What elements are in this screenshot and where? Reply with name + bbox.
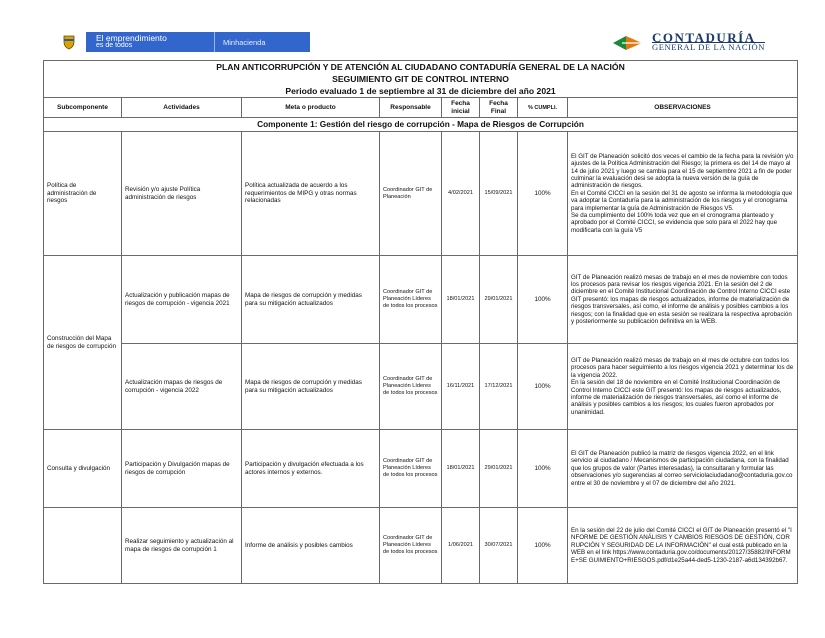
logo-line2: GENERAL DE LA NACIÓN bbox=[652, 42, 765, 52]
header-fecha-inicial: Fecha inicial bbox=[442, 98, 480, 118]
activity-cell: Revisión y/o ajuste Política administración de riesgos bbox=[122, 132, 242, 256]
header-observaciones: OBSERVACIONES bbox=[568, 98, 798, 118]
fecha-final-cell: 15/09/2021 bbox=[480, 132, 518, 256]
cumplimiento-cell: 100% bbox=[518, 508, 568, 584]
responsable-cell: Coordinador GIT de Planeación Líderes de todos los procesos bbox=[380, 344, 442, 430]
subcomponent-cell: Construcción del Mapa de riesgos de corrupción bbox=[44, 256, 122, 430]
government-banner bbox=[52, 32, 310, 52]
header-meta: Meta o producto bbox=[242, 98, 380, 118]
header-cumpl: % CUMPLI. bbox=[518, 98, 568, 118]
document-title: PLAN ANTICORRUPCIÓN Y DE ATENCIÓN AL CIUDADANO CONTADURÍA GENERAL DE LA NACIÓN bbox=[44, 61, 798, 74]
subcomponent-cell: Consulta y divulgación bbox=[44, 430, 122, 508]
fecha-inicial-cell: 18/01/2021 bbox=[442, 256, 480, 344]
table-row bbox=[44, 508, 798, 584]
seguimiento-table bbox=[43, 60, 798, 584]
responsable-cell: Coordinador GIT de Planeación Líderes de todos los procesos bbox=[380, 430, 442, 508]
meta-cell: Informe de análisis y posibles cambios bbox=[242, 508, 380, 584]
table-row bbox=[44, 430, 798, 508]
fecha-inicial-cell: 18/01/2021 bbox=[442, 430, 480, 508]
document-subtitle: SEGUIMIENTO GIT DE CONTROL INTERNO bbox=[44, 73, 798, 85]
activity-cell: Realizar seguimiento y actualización al mapa de riesgos de corrupción 1 bbox=[122, 508, 242, 584]
fecha-final-cell: 30/07/2021 bbox=[480, 508, 518, 584]
observaciones-cell: GIT de Planeación realizó mesas de trabajo en el mes de octubre con todos los procesos para hacer seguimiento a los riesgos vigencia 2021 y determinar los de la vigencia 2022. En la sesión del 18 de noviembre en el Comité Institucional Coordinación de Control Interno CICCI este GIT presentó: los mapas de riesgos actualizados, informe de materialización de riesgos transversales, así como el informe de análisis y posibles cambios a los riesgos; los cuales fueron aprobados por unanimidad. bbox=[568, 344, 798, 430]
activity-cell: Actualización mapas de riesgos de corrupción - vigencia 2022 bbox=[122, 344, 242, 430]
subcomponent-cell bbox=[44, 508, 122, 584]
cumplimiento-cell: 100% bbox=[518, 256, 568, 344]
observaciones-cell: El GIT de Planeación solicitó dos veces el cambio de la fecha para la revisión y/o ajustes de la Política Administración del Riesgo; la primera es del 14 de mayo al 14 de julio 2021 y luego se cambia para el 15 de septiembre 2021 a fin de poder culminar la evaluación desi se adopta la nueva versión de la guía de administración de riesgos. En el Comité CICCI en la sesión del 31 de agosto se informa la metodología que va adoptar la Contaduría para la administración de los riesgos y el cronograma para implementar la guía de Administración de Riesgos V5. Se da cumplimiento del 100% toda vez que en el cronograma planteado y aprobado por el Comité CICCI, se evidencia que solo para el 2022 hay que modificarla con la guía V5 bbox=[568, 132, 798, 256]
activity-cell: Participación y Divulgación mapas de riesgos de corrupción bbox=[122, 430, 242, 508]
cumplimiento-cell: 100% bbox=[518, 132, 568, 256]
cumplimiento-cell: 100% bbox=[518, 344, 568, 430]
fecha-final-cell: 17/12/2021 bbox=[480, 344, 518, 430]
header-responsable: Responsable bbox=[380, 98, 442, 118]
table-row bbox=[44, 132, 798, 256]
header-fecha-final: Fecha Final bbox=[480, 98, 518, 118]
slogan-line2: es de todos bbox=[96, 42, 133, 49]
meta-cell: Mapa de riesgos de corrupción y medidas para su mitigación actualizados bbox=[242, 256, 380, 344]
responsable-cell: Coordinador GIT de Planeación Líderes de todos los procesos bbox=[380, 508, 442, 584]
responsable-cell: Coordinador GIT de Planeación bbox=[380, 132, 442, 256]
table-row bbox=[44, 344, 798, 430]
component-title: Componente 1: Gestión del riesgo de corrupción - Mapa de Riesgos de Corrupción bbox=[44, 118, 798, 132]
table-row bbox=[44, 256, 798, 344]
document-period: Periodo evaluado 1 de septiembre al 31 de diciembre del año 2021 bbox=[44, 85, 798, 98]
responsable-cell: Coordinador GIT de Planeación Líderes de todos los procesos bbox=[380, 256, 442, 344]
fecha-inicial-cell: 4/02/2021 bbox=[442, 132, 480, 256]
fecha-final-cell: 29/01/2021 bbox=[480, 256, 518, 344]
emprendimiento-slogan bbox=[86, 35, 214, 49]
header-actividades: Actividades bbox=[122, 98, 242, 118]
meta-cell: Participación y divulgación efectuada a los actores internos y externos. bbox=[242, 430, 380, 508]
slogan-line1: El emprendimiento bbox=[96, 33, 167, 43]
observaciones-cell: En la sesión del 22 de julio del Comité CICCI el GIT de Planeación presentó el "INFORME DE GESTIÓN ANÁLISIS Y CAMBIOS RIESGOS DE GESTIÓN, CORRUPCIÓN Y SEGURIDAD DE LA INFORMACIÓN" el cual está publicado en la WEB en el link https://www.contaduria.gov.co/documents/20127/35882/INFORME+SE GUIMIENTO+RIESGOS.pdf/d1e25a44-ded5-1230-2187-a6d134392b67. bbox=[568, 508, 798, 584]
contaduria-logo bbox=[612, 30, 765, 52]
header-subcomponente: Subcomponente bbox=[44, 98, 122, 118]
fecha-final-cell: 29/01/2021 bbox=[480, 430, 518, 508]
fecha-inicial-cell: 16/11/2021 bbox=[442, 344, 480, 430]
meta-cell: Política actualizada de acuerdo a los requerimientos de MIPG y otras normas relacionadas bbox=[242, 132, 380, 256]
contaduria-logo-icon bbox=[612, 34, 648, 52]
meta-cell: Mapa de riesgos de corrupción y medidas para su mitigación actualizados bbox=[242, 344, 380, 430]
ministry-label: Minhacienda bbox=[214, 32, 266, 52]
observaciones-cell: El GIT de Planeación publicó la matriz de riesgos vigencia 2022, en el link servicio al ciudadano / Mecanismos de participación ciudadana, con la finalidad que los grupos de valor (Partes interesadas), la consultaran y formular las observaciones y/o sugerencias al correo serviciolaciudadano@contaduria.gov.co entre el 30 de noviembre y el 07 de diciembre del año 2021. bbox=[568, 430, 798, 508]
cumplimiento-cell: 100% bbox=[518, 430, 568, 508]
observaciones-cell: GIT de Planeación realizó mesas de trabajo en el mes de noviembre con todos los procesos para revisar los riesgos vigencia 2021. En la sesión del 2 de diciembre en el Comité Institucional Coordinación de Control Interno CICCI este GIT presentó: los mapas de riesgos actualizados, informe de materialización de riesgos transversales, así como, el informe de análisis y posibles cambios a los riesgos; con la finalidad que en esta sesión se realizara la respectiva aprobación y posteriormente su publicación definitiva en la WEB. bbox=[568, 256, 798, 344]
logo-line1: CONTADURÍA bbox=[652, 30, 756, 45]
colombia-shield-icon bbox=[52, 32, 86, 52]
activity-cell: Actualización y publicación mapas de riesgos de corrupción - vigencia 2021 bbox=[122, 256, 242, 344]
subcomponent-cell: Política de administración de riesgos bbox=[44, 132, 122, 256]
fecha-inicial-cell: 1/06/2021 bbox=[442, 508, 480, 584]
